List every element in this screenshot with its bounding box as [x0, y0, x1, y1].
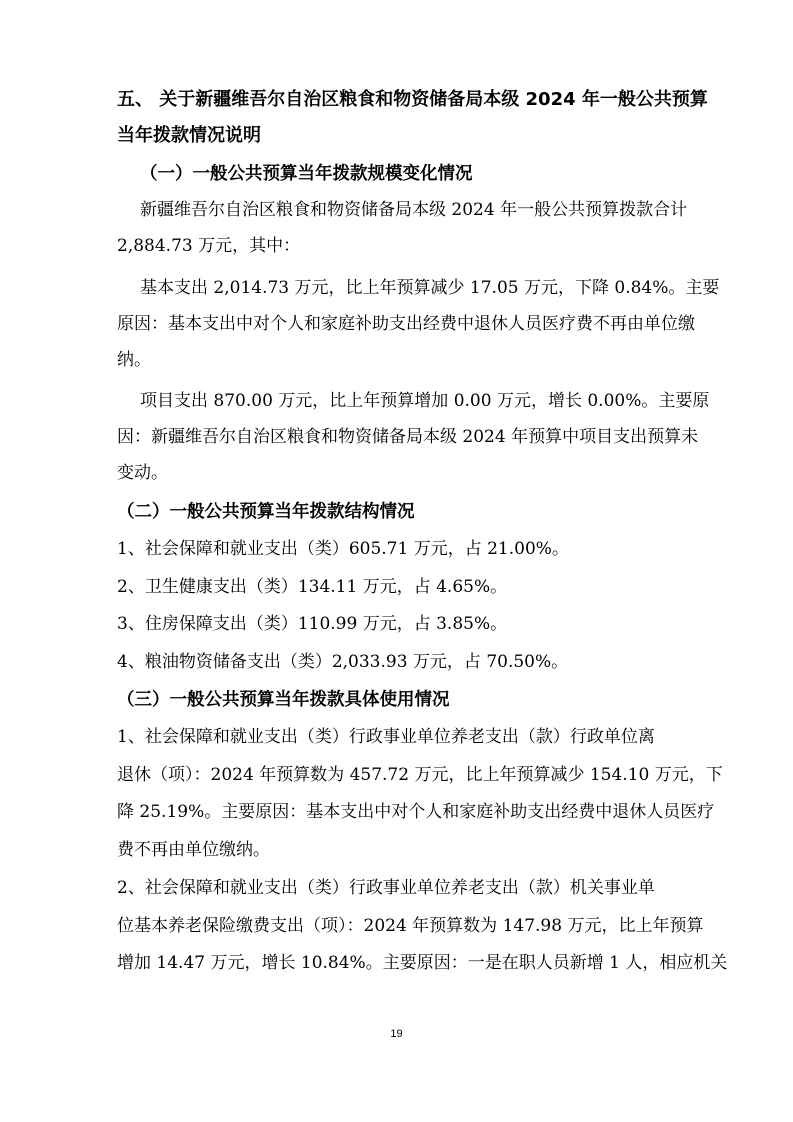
usage-para1-line3: 降 25.19%。主要原因：基本支出中对个人和家庭补助支出经费中退休人员医疗 [117, 802, 715, 822]
usage-para2-line3: 增加 14.47 万元，增长 10.84%。主要原因：一是在职人员新增 1 人，相应机关 [117, 953, 728, 973]
section-heading-line2: 当年拨款情况说明 [117, 125, 261, 146]
structure-item-4: 4、粮油物资储备支出（类）2,033.93 万元，占 70.50%。 [117, 652, 569, 672]
subsection-title-3: （三）一般公共预算当年拨款具体使用情况 [117, 690, 450, 710]
usage-para1-line2: 退休（项）：2024 年预算数为 457.72 万元，比上年预算减少 154.10 万元，下 [117, 765, 723, 785]
structure-item-2: 2、卫生健康支出（类）134.11 万元，占 4.65%。 [117, 577, 508, 597]
para3-line1: 项目支出 870.00 万元，比上年预算增加 0.00 万元，增长 0.00%。主要原 [140, 391, 710, 411]
usage-para1-line4: 费不再由单位缴纳。 [117, 840, 270, 860]
subsection-title-2: （二）一般公共预算当年拨款结构情况 [117, 502, 415, 522]
subsection-title-1: （一）一般公共预算当年拨款规模变化情况 [140, 164, 473, 184]
section-heading-line1: 五、 关于新疆维吾尔自治区粮食和物资储备局本级 2024 年一般公共预算 [117, 89, 708, 110]
para2-line2: 原因：基本支出中对个人和家庭补助支出经费中退休人员医疗费不再由单位缴 [117, 314, 695, 334]
para3-line3: 变动。 [117, 463, 168, 483]
page-number: 19 [390, 1028, 403, 1040]
para1-line2: 2,884.73 万元，其中： [117, 236, 301, 256]
para2-line1: 基本支出 2,014.73 万元，比上年预算减少 17.05 万元，下降 0.84%。主要 [140, 278, 720, 298]
usage-para1-line1: 1、社会保障和就业支出（类）行政事业单位养老支出（款）行政单位离 [117, 727, 655, 747]
para1-line1: 新疆维吾尔自治区粮食和物资储备局本级 2024 年一般公共预算拨款合计 [140, 200, 688, 220]
structure-item-3: 3、住房保障支出（类）110.99 万元，占 3.85%。 [117, 614, 508, 634]
structure-item-1: 1、社会保障和就业支出（类）605.71 万元，占 21.00%。 [117, 539, 569, 559]
para2-line3: 纳。 [117, 350, 151, 370]
para3-line2: 因：新疆维吾尔自治区粮食和物资储备局本级 2024 年预算中项目支出预算未 [117, 427, 699, 447]
usage-para2-line2: 位基本养老保险缴费支出（项）：2024 年预算数为 147.98 万元，比上年预算 [117, 916, 704, 936]
usage-para2-line1: 2、社会保障和就业支出（类）行政事业单位养老支出（款）机关事业单 [117, 878, 655, 898]
